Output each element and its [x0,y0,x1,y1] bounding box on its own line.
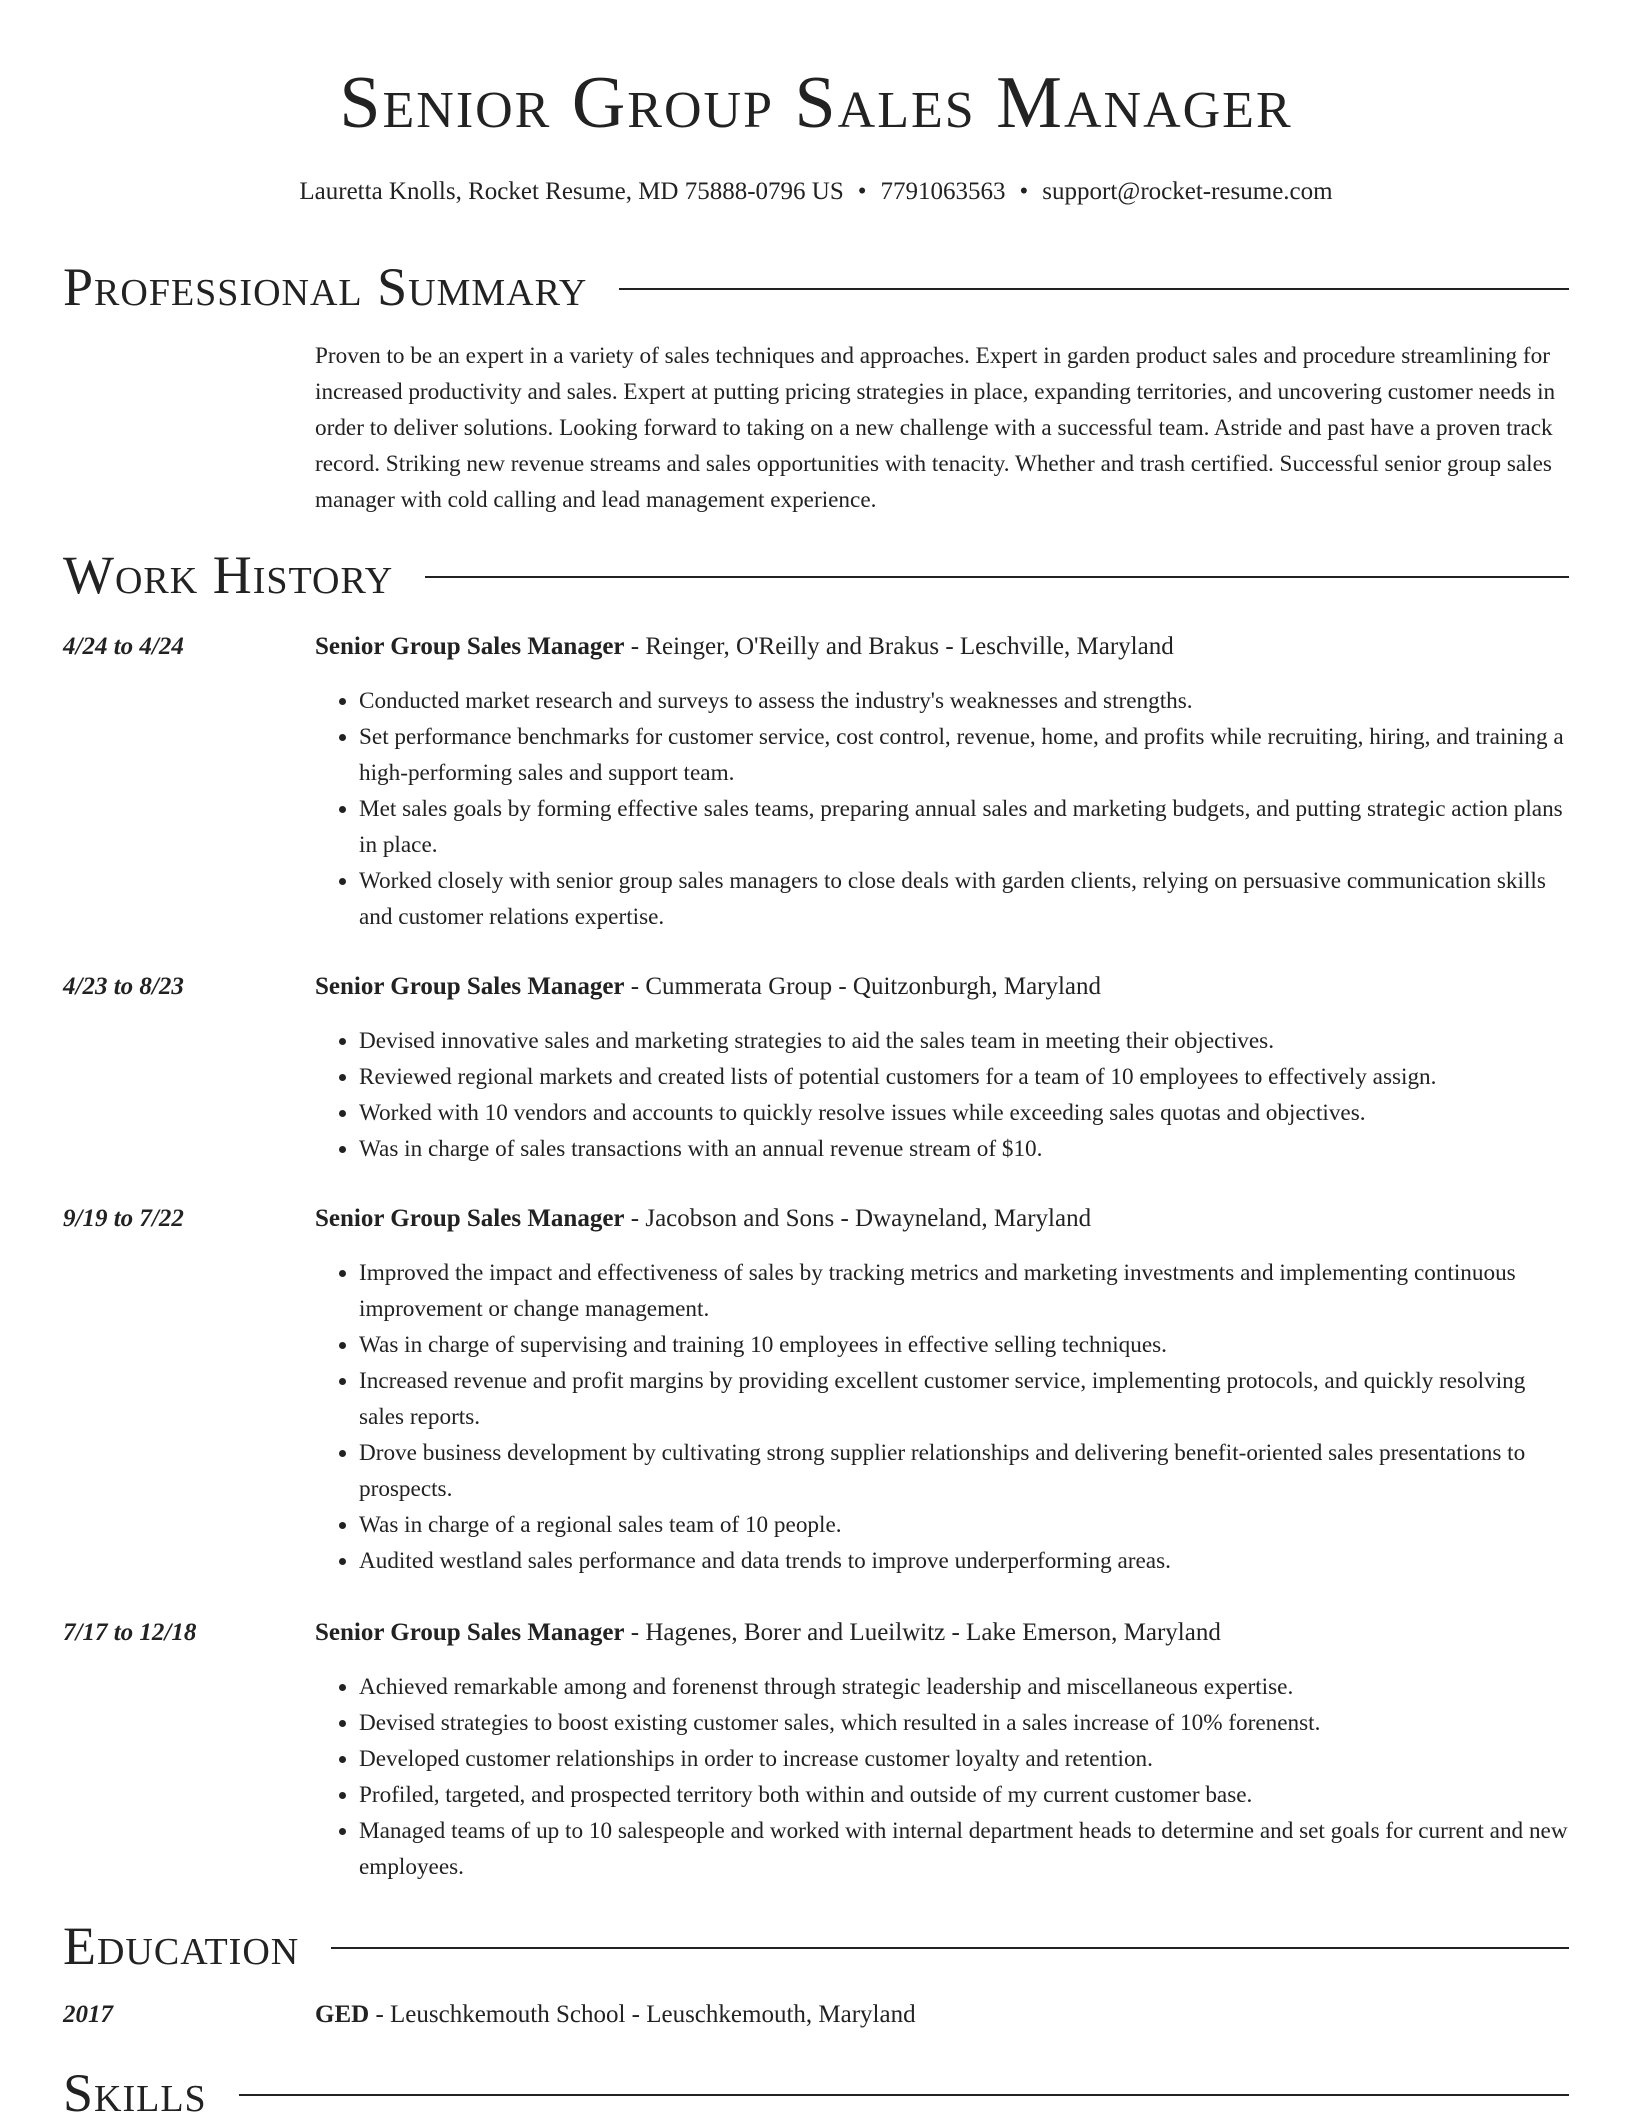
section-title-education: Education [63,1916,300,1976]
section-header-work-history [63,542,1569,608]
section-divider [425,576,1569,578]
section-title-work-history: Work History [63,545,394,605]
job-employer-location: - Reinger, O'Reilly and Brakus - Leschville, Maryland [624,633,1174,660]
job-bullet-list [315,683,1569,935]
job-bullet: • Worked closely with senior group sales managers to close deals with garden clients, relying on persuasive communication skills and customer relations expertise. [359,863,1569,935]
education-degree: GED [315,2001,370,2028]
job-bullet: • Set performance benchmarks for customer service, cost control, revenue, home, and profits while recruiting, hiring, and training a high-performing sales and support team. [359,719,1569,791]
job-bullet: • Increased revenue and profit margins by providing excellent customer service, implementing protocols, and quickly resolving sales reports. [359,1363,1569,1435]
job-headline [315,1615,1221,1651]
contact-email[interactable]: support@rocket-resume.com [1042,178,1333,205]
job-date: 7/17 to 12/18 [63,1619,197,1646]
job-bullet: • Devised innovative sales and marketing strategies to aid the sales team in meeting their objectives. [359,1023,1569,1059]
section-header-skills [63,2060,1569,2126]
contact-phone[interactable]: 7791063563 [880,178,1006,205]
section-divider [619,288,1569,290]
professional-summary-text: Proven to be an expert in a variety of sales techniques and approaches. Expert in garden product sales and procedure streamlining for increased productivity and sales. Expert at putting pricing strategies in place, expanding territories, and uncovering customer needs in order to deliver solutions. Looking forward to taking on a new challenge with a successful team. Astride and past have a proven track record. Striking new revenue streams and sales opportunities with tenacity. Whether and trash certified. Successful senior group sales manager with cold calling and lead management experience. [315,343,1556,513]
job-bullet: • Was in charge of sales transactions with an annual revenue stream of $10. [359,1131,1569,1167]
job-headline [315,629,1174,665]
education-school-location: - Leuschkemouth School - Leuschkemouth, Maryland [369,2001,916,2028]
job-bullet: • Drove business development by cultivating strong supplier relationships and delivering benefit-oriented sales presentations to prospects. [359,1435,1569,1507]
contact-separator: • [857,178,867,205]
job-bullet: • Worked with 10 vendors and accounts to quickly resolve issues while exceeding sales quotas and objectives. [359,1095,1569,1131]
job-bullet: • Was in charge of supervising and training 10 employees in effective selling techniques. [359,1327,1569,1363]
job-bullet: • Profiled, targeted, and prospected territory both within and outside of my current customer base. [359,1777,1569,1813]
job-bullet: • Achieved remarkable among and forenenst through strategic leadership and miscellaneous expertise. [359,1669,1569,1705]
job-date: 4/24 to 4/24 [63,633,184,660]
job-title: Senior Group Sales Manager [315,973,625,1000]
education-headline [315,1997,916,2033]
job-bullet: • Reviewed regional markets and created lists of potential customers for a team of 10 employees to effectively assign. [359,1059,1569,1095]
section-divider [239,2094,1569,2096]
job-date: 4/23 to 8/23 [63,973,184,1000]
job-title: Senior Group Sales Manager [315,1619,625,1646]
job-date: 9/19 to 7/22 [63,1205,184,1232]
job-headline [315,969,1101,1005]
job-bullet: • Audited westland sales performance and data trends to improve underperforming areas. [359,1543,1569,1579]
job-employer-location: - Cummerata Group - Quitzonburgh, Maryland [624,973,1102,1000]
section-header-education [63,1913,1569,1979]
contact-line [0,174,1632,210]
job-bullet-list [315,1255,1569,1579]
job-bullet: • Was in charge of a regional sales team of 10 people. [359,1507,1569,1543]
job-bullet: • Managed teams of up to 10 salespeople and worked with internal department heads to determine and set goals for current and new employees. [359,1813,1569,1885]
job-bullet: • Met sales goals by forming effective sales teams, preparing annual sales and marketing budgets, and putting strategic action plans in place. [359,791,1569,863]
education-year: 2017 [63,2001,113,2028]
job-bullet: • Devised strategies to boost existing customer sales, which resulted in a sales increase of 10% forenenst. [359,1705,1569,1741]
job-employer-location: - Hagenes, Borer and Lueilwitz - Lake Emerson, Maryland [624,1619,1221,1646]
job-bullet: • Improved the impact and effectiveness of sales by tracking metrics and marketing investments and implementing continuous improvement or change management. [359,1255,1569,1327]
job-title: Senior Group Sales Manager [315,1205,625,1232]
contact-separator: • [1019,178,1029,205]
section-title-summary: Professional Summary [63,257,588,317]
job-employer-location: - Jacobson and Sons - Dwayneland, Maryland [624,1205,1092,1232]
job-headline [315,1201,1091,1237]
job-bullet-list [315,1669,1569,1885]
job-bullet: • Conducted market research and surveys to assess the industry's weaknesses and strengths. [359,683,1569,719]
section-divider [331,1947,1569,1949]
job-title: Senior Group Sales Manager [315,633,625,660]
job-bullet: • Developed customer relationships in order to increase customer loyalty and retention. [359,1741,1569,1777]
section-title-skills: Skills [63,2063,207,2123]
section-header-summary [63,254,1569,320]
job-bullet-list [315,1023,1569,1167]
resume-title: Senior Group Sales Manager [339,62,1293,144]
contact-address: Lauretta Knolls, Rocket Resume, MD 75888-0796 US [299,178,844,205]
